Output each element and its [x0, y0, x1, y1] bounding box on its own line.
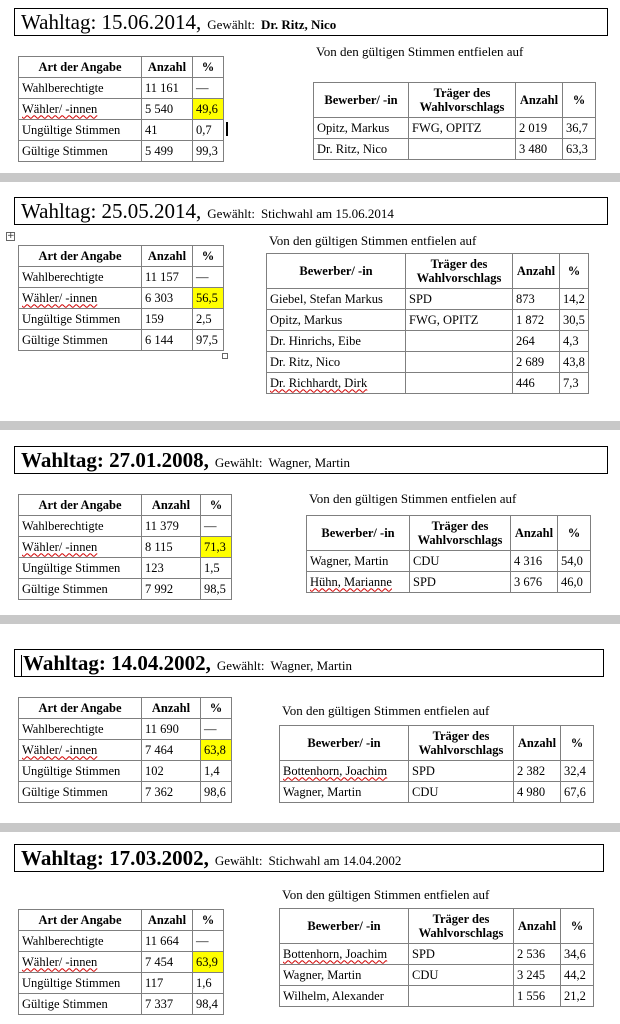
- table-row: [267, 289, 589, 310]
- elected-name: Dr. Ritz, Nico: [260, 17, 337, 32]
- stat-label: Wahlberechtigte: [19, 78, 142, 99]
- elected-name: Wagner, Martin: [268, 455, 350, 470]
- candidate-pct: 34,6: [561, 944, 594, 965]
- candidate-count: 4 316: [511, 551, 558, 572]
- candidate-name: Dr. Ritz, Nico: [314, 139, 409, 160]
- stat-label: Gültige Stimmen: [19, 579, 142, 600]
- stat-label: Wähler/ -innen: [19, 537, 142, 558]
- candidate-name: Wagner, Martin: [280, 965, 409, 986]
- candidate-name: Hühn, Marianne: [307, 572, 410, 593]
- stat-count: 5 540: [142, 99, 193, 120]
- table-row: [19, 330, 224, 351]
- candidate-table: [266, 253, 589, 394]
- table-row: [19, 782, 232, 803]
- table-row: [280, 761, 594, 782]
- turnout-table: [18, 245, 224, 351]
- candidate-table: [306, 515, 591, 593]
- candidate-party: CDU: [409, 782, 514, 803]
- table-row: [19, 931, 224, 952]
- candidate-pct: 63,3: [563, 139, 596, 160]
- candidate-pct: 14,2: [560, 289, 589, 310]
- col-header-pct: %: [193, 910, 224, 931]
- col-header-count: Anzahl: [514, 726, 561, 761]
- stat-label: Wähler/ -innen: [19, 740, 142, 761]
- col-header-party: Träger des Wahlvorschlags: [410, 516, 511, 551]
- turnout-pct-highlight: 56,5: [193, 288, 224, 309]
- table-row: [19, 973, 224, 994]
- candidate-party: [406, 373, 513, 394]
- table-row: [19, 120, 224, 141]
- col-header-candidate: Bewerber/ -in: [280, 726, 409, 761]
- candidate-count: 3 245: [514, 965, 561, 986]
- election-title-box[interactable]: [14, 446, 608, 474]
- table-row: [19, 952, 224, 973]
- candidate-count: 3 676: [511, 572, 558, 593]
- table-row: [19, 719, 232, 740]
- stat-label: Wahlberechtigte: [19, 719, 142, 740]
- text-cursor: [21, 655, 22, 677]
- stat-label: Wähler/ -innen: [19, 288, 142, 309]
- candidate-count: 1 872: [513, 310, 560, 331]
- election-date-title: Wahltag: 27.01.2008,: [21, 448, 209, 472]
- col-header-count: Anzahl: [142, 698, 201, 719]
- stat-count: 117: [142, 973, 193, 994]
- candidate-pct: 36,7: [563, 118, 596, 139]
- turnout-table: [18, 494, 232, 600]
- col-header-label: Art der Angabe: [19, 57, 142, 78]
- elected-name: Stichwahl am 15.06.2014: [260, 206, 394, 221]
- section-separator: [0, 173, 620, 182]
- candidate-party: SPD: [410, 572, 511, 593]
- candidate-count: 4 980: [514, 782, 561, 803]
- stat-pct: —: [193, 267, 224, 288]
- stat-label: Gültige Stimmen: [19, 141, 142, 162]
- candidate-name: Opitz, Markus: [314, 118, 409, 139]
- candidate-party: [406, 352, 513, 373]
- elected-label: Gewählt:: [207, 206, 255, 221]
- table-row: [280, 944, 594, 965]
- candidate-party: FWG, OPITZ: [409, 118, 516, 139]
- turnout-table: [18, 697, 232, 803]
- candidate-pct: 46,0: [558, 572, 591, 593]
- results-heading: Von den gültigen Stimmen entfielen auf: [316, 44, 524, 59]
- col-header-party: Träger des Wahlvorschlags: [409, 909, 514, 944]
- stat-count: 159: [142, 309, 193, 330]
- candidate-pct: 7,3: [560, 373, 589, 394]
- candidate-table: [279, 908, 594, 1007]
- results-heading: Von den gültigen Stimmen entfielen auf: [309, 491, 517, 506]
- candidate-name: Giebel, Stefan Markus: [267, 289, 406, 310]
- col-header-pct: %: [201, 698, 232, 719]
- table-row: [307, 572, 591, 593]
- candidate-count: 873: [513, 289, 560, 310]
- stat-label: Ungültige Stimmen: [19, 120, 142, 141]
- stat-pct: 1,6: [193, 973, 224, 994]
- col-header-count: Anzahl: [142, 910, 193, 931]
- candidate-count: 2 536: [514, 944, 561, 965]
- stat-pct: 1,4: [201, 761, 232, 782]
- results-heading: Von den gültigen Stimmen entfielen auf: [269, 233, 477, 248]
- turnout-table: [18, 909, 224, 1015]
- section-separator: [0, 823, 620, 832]
- turnout-pct-highlight: 49,6: [193, 99, 224, 120]
- table-row: [19, 267, 224, 288]
- stat-label: Wahlberechtigte: [19, 267, 142, 288]
- col-header-pct: %: [558, 516, 591, 551]
- stat-pct: 98,6: [201, 782, 232, 803]
- stat-count: 102: [142, 761, 201, 782]
- stat-count: 11 379: [142, 516, 201, 537]
- col-header-pct: %: [560, 254, 589, 289]
- col-header-count: Anzahl: [513, 254, 560, 289]
- stat-count: 8 115: [142, 537, 201, 558]
- table-move-handle-icon[interactable]: +: [7, 231, 15, 241]
- col-header-pct: %: [193, 246, 224, 267]
- col-header-count: Anzahl: [142, 57, 193, 78]
- stat-pct: 97,5: [193, 330, 224, 351]
- col-header-label: Art der Angabe: [19, 246, 142, 267]
- table-resize-handle[interactable]: [222, 353, 228, 359]
- candidate-table: [313, 82, 596, 160]
- stat-pct: —: [201, 719, 232, 740]
- candidate-pct: 54,0: [558, 551, 591, 572]
- candidate-party: CDU: [410, 551, 511, 572]
- col-header-count: Anzahl: [142, 246, 193, 267]
- section-separator: [0, 615, 620, 624]
- candidate-party: SPD: [409, 761, 514, 782]
- table-row: [19, 761, 232, 782]
- table-row: [307, 551, 591, 572]
- col-header-pct: %: [561, 909, 594, 944]
- candidate-pct: 32,4: [561, 761, 594, 782]
- election-date-title: Wahltag: 17.03.2002,: [21, 846, 209, 870]
- elected-label: Gewählt:: [207, 17, 255, 32]
- stat-count: 7 337: [142, 994, 193, 1015]
- stat-pct: 99,3: [193, 141, 224, 162]
- stat-pct: —: [201, 516, 232, 537]
- col-header-candidate: Bewerber/ -in: [267, 254, 406, 289]
- candidate-name: Dr. Richhardt, Dirk: [267, 373, 406, 394]
- stat-count: 11 161: [142, 78, 193, 99]
- candidate-count: 2 019: [516, 118, 563, 139]
- candidate-name: Wilhelm, Alexander: [280, 986, 409, 1007]
- stat-label: Gültige Stimmen: [19, 330, 142, 351]
- table-row: [280, 986, 594, 1007]
- candidate-count: 446: [513, 373, 560, 394]
- candidate-pct: 21,2: [561, 986, 594, 1007]
- elected-name: Wagner, Martin: [270, 658, 352, 673]
- col-header-candidate: Bewerber/ -in: [280, 909, 409, 944]
- candidate-table: [279, 725, 594, 803]
- candidate-name: Dr. Hinrichs, Eibe: [267, 331, 406, 352]
- stat-label: Wahlberechtigte: [19, 516, 142, 537]
- col-header-party: Träger des Wahlvorschlags: [409, 726, 514, 761]
- col-header-candidate: Bewerber/ -in: [314, 83, 409, 118]
- table-row: [280, 965, 594, 986]
- col-header-count: Anzahl: [142, 495, 201, 516]
- table-row: [267, 373, 589, 394]
- election-date-title: Wahltag: 25.05.2014,: [21, 199, 202, 223]
- table-row: [19, 141, 224, 162]
- results-heading: Von den gültigen Stimmen entfielen auf: [282, 887, 490, 902]
- table-row: [19, 516, 232, 537]
- table-row: [19, 288, 224, 309]
- stat-pct: 0,7: [193, 120, 224, 141]
- stat-count: 7 464: [142, 740, 201, 761]
- candidate-count: 264: [513, 331, 560, 352]
- table-row: [19, 537, 232, 558]
- stat-pct: 98,4: [193, 994, 224, 1015]
- results-heading: Von den gültigen Stimmen entfielen auf: [282, 703, 490, 718]
- stat-pct: 1,5: [201, 558, 232, 579]
- table-row: [267, 331, 589, 352]
- candidate-party: SPD: [406, 289, 513, 310]
- stat-count: 7 992: [142, 579, 201, 600]
- election-title-box[interactable]: [14, 649, 604, 677]
- candidate-pct: 4,3: [560, 331, 589, 352]
- stat-label: Ungültige Stimmen: [19, 558, 142, 579]
- candidate-name: Dr. Ritz, Nico: [267, 352, 406, 373]
- col-header-label: Art der Angabe: [19, 698, 142, 719]
- stat-pct: —: [193, 931, 224, 952]
- table-row: [280, 782, 594, 803]
- candidate-name: Bottenhorn, Joachim: [280, 944, 409, 965]
- table-row: [19, 579, 232, 600]
- candidate-party: SPD: [409, 944, 514, 965]
- table-row: [267, 310, 589, 331]
- candidate-pct: 44,2: [561, 965, 594, 986]
- stat-label: Ungültige Stimmen: [19, 973, 142, 994]
- stat-label: Gültige Stimmen: [19, 994, 142, 1015]
- stat-count: 7 362: [142, 782, 201, 803]
- table-row: [19, 994, 224, 1015]
- election-date-title: Wahltag: 14.04.2002,: [23, 651, 211, 675]
- col-header-pct: %: [561, 726, 594, 761]
- candidate-party: CDU: [409, 965, 514, 986]
- section-separator: [0, 421, 620, 430]
- stat-count: 123: [142, 558, 201, 579]
- candidate-count: 3 480: [516, 139, 563, 160]
- stat-label: Wähler/ -innen: [19, 99, 142, 120]
- table-row: [19, 558, 232, 579]
- stat-pct: —: [193, 78, 224, 99]
- col-header-count: Anzahl: [514, 909, 561, 944]
- stat-pct: 98,5: [201, 579, 232, 600]
- stat-label: Ungültige Stimmen: [19, 309, 142, 330]
- col-header-label: Art der Angabe: [19, 910, 142, 931]
- table-row: [19, 99, 224, 120]
- stat-count: 7 454: [142, 952, 193, 973]
- text-cursor: [226, 122, 228, 136]
- col-header-party: Träger des Wahlvorschlags: [406, 254, 513, 289]
- col-header-pct: %: [563, 83, 596, 118]
- table-row: [19, 309, 224, 330]
- stat-count: 11 664: [142, 931, 193, 952]
- col-header-candidate: Bewerber/ -in: [307, 516, 410, 551]
- col-header-party: Träger des Wahlvorschlags: [409, 83, 516, 118]
- candidate-pct: 43,8: [560, 352, 589, 373]
- stat-count: 11 157: [142, 267, 193, 288]
- elected-name: Stichwahl am 14.04.2002: [268, 853, 402, 868]
- col-header-label: Art der Angabe: [19, 495, 142, 516]
- candidate-name: Opitz, Markus: [267, 310, 406, 331]
- stat-label: Wähler/ -innen: [19, 952, 142, 973]
- turnout-table: [18, 56, 224, 162]
- table-row: [314, 139, 596, 160]
- candidate-name: Wagner, Martin: [280, 782, 409, 803]
- stat-label: Wahlberechtigte: [19, 931, 142, 952]
- stat-label: Ungültige Stimmen: [19, 761, 142, 782]
- candidate-count: 2 689: [513, 352, 560, 373]
- stat-pct: 2,5: [193, 309, 224, 330]
- stat-count: 11 690: [142, 719, 201, 740]
- col-header-count: Anzahl: [511, 516, 558, 551]
- elected-label: Gewählt:: [214, 853, 263, 868]
- candidate-pct: 30,5: [560, 310, 589, 331]
- election-title-box[interactable]: [14, 844, 604, 872]
- candidate-name: Bottenhorn, Joachim: [280, 761, 409, 782]
- stat-count: 6 144: [142, 330, 193, 351]
- election-title-box[interactable]: [14, 8, 608, 36]
- candidate-count: 2 382: [514, 761, 561, 782]
- stat-count: 6 303: [142, 288, 193, 309]
- table-row: [19, 740, 232, 761]
- candidate-party: FWG, OPITZ: [406, 310, 513, 331]
- election-date-title: Wahltag: 15.06.2014,: [21, 10, 202, 34]
- turnout-pct-highlight: 71,3: [201, 537, 232, 558]
- candidate-name: Wagner, Martin: [307, 551, 410, 572]
- col-header-pct: %: [193, 57, 224, 78]
- table-row: [19, 78, 224, 99]
- candidate-party: [409, 986, 514, 1007]
- table-row: [314, 118, 596, 139]
- elected-label: Gewählt:: [214, 455, 263, 470]
- candidate-count: 1 556: [514, 986, 561, 1007]
- candidate-party: [406, 331, 513, 352]
- stat-count: 41: [142, 120, 193, 141]
- turnout-pct-highlight: 63,9: [193, 952, 224, 973]
- stat-count: 5 499: [142, 141, 193, 162]
- col-header-pct: %: [201, 495, 232, 516]
- col-header-count: Anzahl: [516, 83, 563, 118]
- candidate-party: [409, 139, 516, 160]
- table-row: [267, 352, 589, 373]
- stat-label: Gültige Stimmen: [19, 782, 142, 803]
- turnout-pct-highlight: 63,8: [201, 740, 232, 761]
- elected-label: Gewählt:: [216, 658, 265, 673]
- election-title-box[interactable]: [14, 197, 608, 225]
- candidate-pct: 67,6: [561, 782, 594, 803]
